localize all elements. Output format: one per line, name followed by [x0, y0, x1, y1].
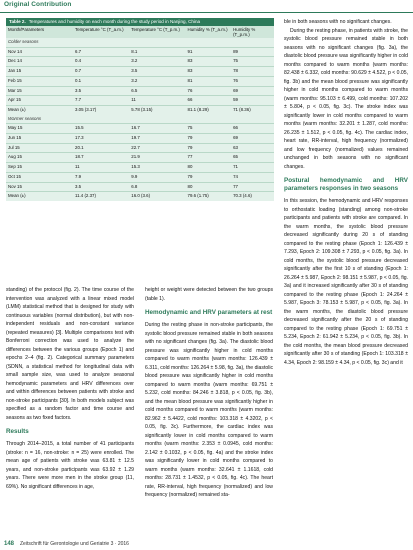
continuation-paragraph: ble in both seasons with no significant changes.: [284, 19, 392, 25]
table-cell: 15.5: [73, 124, 129, 134]
table-cell: 71 (8.36): [231, 105, 274, 114]
column-header: Temperature °C (T_a.m.): [73, 26, 129, 38]
table-cell: 83: [186, 67, 232, 77]
table-cell: 71: [231, 163, 274, 173]
table-cell: 11: [129, 96, 185, 106]
table-cell: 3.2: [129, 76, 185, 86]
table-cell: 74: [231, 172, 274, 182]
table-cell: 21.9: [129, 153, 185, 163]
table-cell: 81: [186, 76, 232, 86]
hemodynamic-heading: Hemodynamic and HRV parameters at rest: [145, 309, 273, 316]
left-column: [6, 286, 134, 491]
table-cell: 78: [231, 67, 274, 77]
page-number: 148: [4, 541, 15, 547]
table-row: [6, 182, 274, 192]
table-cell: 75: [186, 124, 232, 134]
table-cell: 80: [186, 182, 232, 192]
column-header: Humidity % (T_p.m.): [231, 26, 274, 38]
table-cell: 3.5: [73, 182, 129, 192]
row-label: May 15: [6, 124, 73, 134]
table-cell: 59: [231, 96, 274, 106]
table-cell: 22.7: [129, 143, 185, 153]
table-cell: 69: [231, 86, 274, 96]
table-cell: 63: [231, 143, 274, 153]
table-cell: 91: [186, 47, 232, 57]
table-cell: 77: [186, 153, 232, 163]
table-cell: 16.7: [129, 124, 185, 134]
methods-paragraph: standing) of the protocol (fig. 2). The time course of the intervention was analyzed with a linear mixed model (LMM) statistical method that is designed for study with continuous variables (normal distribution), but with non-independent residuals and non-constant variance (repeated measures) [3]. Multiple comparisons test with Bonferroni correction was used to analyze the differences between the various groups (Epoch 1) and epochs 2–4 (fig. 2). Categorical summary parameters (SDNN, a statistical method for longitudinal data with small sample size, was used to analyze seasonal hemodynamic parameters and HRV differences over and within differences between patients with stroke and non-stroke participants [30]. In both models subject was specified as a random factor and time course and seasons as two fixed factors.: [6, 287, 134, 421]
continuation-paragraph: height or weight were detected between the two groups (table 1).: [145, 287, 273, 302]
table-cell: 7.9: [73, 172, 129, 182]
table-group-row: [6, 115, 274, 124]
row-label: Jun 15: [6, 134, 73, 144]
row-label: Jan 15: [6, 67, 73, 77]
table-cell: 7.7: [73, 96, 129, 106]
row-label: Feb 15: [6, 76, 73, 86]
table-cell: 66: [231, 124, 274, 134]
table-row: [6, 47, 274, 57]
table-cell: 76: [231, 76, 274, 86]
resting-paragraph: During the resting phase in non-stroke participants, the systolic blood pressure remained stable in both seasons with no significant changes (fig. 3a). The diastolic blood pressure was significantly higher in cold months compared to warm months (warm months: 126.439 ± 6.311, cold months: 126.264 ± 5.98, fig. 3a), the diastolic blood pressure was significantly higher in cold months compared to warm months (warm months: 69.751 ± 5.232, cold months: 84.246 ± 3.818, p < 0.05, fig. 3b), and the mean blood pressure was significantly higher in cold months compared to warm months (warm months: 82.962 ± 5.4422, cold months: 103.318 ± 4.3202, p < 0.05, fig. 3c). Furthermore, the cardiac index was significantly lower in cold months compared to warm months (warm months: 2.353 ± 0.0945, cold months: 2.142 ± 0.1032, p < 0.05, fig. 4a) and the stroke index was significantly lower in cold months compared to warm months (warm months: 32.641 ± 1.1618, cold months: 28.731 ± 1.4532, p < 0.05, fig. 4c). The heart rate, RR-interval, high frequency (normalized) and low frequency (normalized) remained sta-: [145, 322, 273, 498]
middle-column: [145, 286, 273, 500]
table-cell: 79: [186, 143, 232, 153]
row-label: Mar 15: [6, 86, 73, 96]
table-body: [6, 38, 274, 201]
table-caption: [6, 18, 274, 26]
table-cell: 6.7: [73, 47, 129, 57]
table-row: [6, 172, 274, 182]
group-label: Warmer seasons: [8, 115, 42, 121]
table-cell: 11: [73, 163, 129, 173]
results-paragraph: Through 2014–2015, a total number of 41 participants (stroke: n = 16, non-stroke: n = 25) were enrolled. The mean age of patients with stroke was 63.81 ± 12.5 years, and non-stroke participants was 63.92 ± 1.29 years. There were more men in the stroke group (11, 69%). No significant differences in age,: [6, 441, 134, 490]
table-label: Table 2.: [9, 19, 26, 24]
results-heading: Results: [6, 428, 29, 435]
table-cell: 3.5: [73, 86, 129, 96]
table-row: [6, 134, 274, 144]
postural-paragraph: In this session, the hemodynamic and HRV responses to orthostatic loading (standing) among non-stroke participants and patients with stroke are compared. In the warm months, the systolic blood pressure decreased significantly during 20 s of standing compared to the resting phase (Epoch 1: 126.439 ± 7.293, Epoch 2: 109.308 ± 7.293, p < 0.05, fig. 3a). In cold months, the systolic blood pressure decreased significantly after the first 10 s of standing (Epoch 1: 26.264 ± 5.987, Epoch 2: 98.151 ± 5.987, p < 0.05, fig. 3a) and it increased significantly after 30 s of standing compared to the resting phase (Epoch 1: 24.264 ± 5.987, Epoch 3: 78.153 ± 5.987, p < 0.05, fig. 3a). In the warm months, the diastolic blood pressure decreased significantly after the 20 s of standing compared to the resting phase (Epoch 1: 69.751 ± 5.234, Epoch 2: 61.942 ± 5.234, p < 0.05, fig. 3b). In the cold months, the mean blood pressure decreased significantly after 30 s of standing (Epoch 1: 103.318 ± 4.34, Epoch 2: 98.159 ± 4.34, p < 0.05, fig. 3c) and it: [284, 198, 408, 366]
header-bar: [0, 0, 413, 13]
table-row: [6, 153, 274, 163]
table-header-row: [6, 26, 274, 38]
table-row: [6, 96, 274, 106]
page-footer: [0, 538, 413, 550]
table-cell: 6.5: [129, 86, 185, 96]
right-column: [284, 18, 408, 367]
table-cell: 3.5: [129, 67, 185, 77]
table-cell: 75: [231, 57, 274, 67]
row-label: Dec 14: [6, 57, 73, 67]
table-cell: 79.6 (1.75): [186, 192, 232, 201]
table-cell: 6.8: [129, 182, 185, 192]
table-caption-text: Temperatures and humidity on each month during the study period in Nanjing, China: [28, 19, 201, 24]
table-cell: 19.7: [129, 134, 185, 144]
table-cell: 0.4: [73, 57, 129, 67]
table-cell: 11.4 (2.37): [73, 192, 129, 201]
table-cell: 69: [231, 134, 274, 144]
table-cell: 18.7: [73, 153, 129, 163]
table-2: [6, 18, 274, 201]
row-label: Sep 15: [6, 163, 73, 173]
table-cell: 9.9: [129, 172, 185, 182]
row-label: Mean (±): [6, 192, 73, 201]
table-cell: 76: [186, 86, 232, 96]
table-row: [6, 163, 274, 173]
row-label: Apr 15: [6, 96, 73, 106]
row-label: Jul 15: [6, 143, 73, 153]
section-label: Original Contribution: [4, 1, 72, 8]
table-cell: 15.3: [129, 163, 185, 173]
table-cell: 80: [186, 163, 232, 173]
journal-name: Zeitschrift für Gerontologie und Geriatrie 3 · 2016: [20, 541, 129, 547]
table-cell: 77: [231, 182, 274, 192]
column-header: Temperature °C (T_p.m.): [129, 26, 185, 38]
row-label: Oct 15: [6, 172, 73, 182]
table-row: [6, 67, 274, 77]
postural-heading: Postural hemodynamic and HRV parameters responses in two seasons: [284, 177, 408, 192]
group-label: Colder seasons: [8, 39, 39, 44]
data-table: [6, 26, 274, 201]
table-row: [6, 86, 274, 96]
table-cell: 20.1: [73, 143, 129, 153]
table-cell: 3.05 (3.17): [73, 105, 129, 114]
table-cell: 17.3: [73, 134, 129, 144]
row-label: Mean (±): [6, 105, 73, 114]
row-label: Aug 15: [6, 153, 73, 163]
stroke-resting-paragraph: During the resting phase, in patients with stroke, the systolic blood pressure remained stable in both seasons with no significant changes (fig. 3a), the diastolic blood pressure was significantly higher in cold months compared to warm months (warm months: 82.438 ± 6.332, cold months: 90.629 ± 4.522, p < 0.05, fig. 3b) and the mean blood pressure was significantly higher in cold months compared to warm months (warm months: 95.103 ± 6.499, cold months: 107.202 ± 5.804, p < 0.05, fig. 3c). The stroke index was significantly lower in cold months compared to warm months (warm months: 32.201 ± 1.287, cold months: 26.235 ± 1.512, p < 0.05, fig. 4c). The cardiac index, heart rate, RR-interval, high frequency (normalized) and low frequency (normalized) values remained unchanged in both seasons with no significant changes.: [284, 27, 408, 170]
table-cell: 8.1: [129, 47, 185, 57]
row-label: Nov 14: [6, 47, 73, 57]
table-cell: 70.3 (4.6): [231, 192, 274, 201]
row-label: Nov 15: [6, 182, 73, 192]
table-row: [6, 192, 274, 201]
column-header: Month/Parameters: [6, 26, 73, 38]
table-row: [6, 124, 274, 134]
table-group-row: [6, 38, 274, 47]
table-cell: 5.78 (3.15): [129, 105, 185, 114]
table-row: [6, 76, 274, 86]
table-cell: 81.1 (8.29): [186, 105, 232, 114]
table-cell: 16.0 (3.6): [129, 192, 185, 201]
table-cell: 89: [231, 47, 274, 57]
table-cell: 79: [186, 172, 232, 182]
table-cell: 66: [186, 96, 232, 106]
table-cell: 79: [186, 134, 232, 144]
table-cell: 65: [231, 153, 274, 163]
table-row: [6, 105, 274, 114]
table-cell: 0.7: [73, 67, 129, 77]
table-cell: 83: [186, 57, 232, 67]
table-row: [6, 143, 274, 153]
column-header: Humidity % (T_a.m.): [186, 26, 232, 38]
table-cell: 3.2: [129, 57, 185, 67]
table-row: [6, 57, 274, 67]
table-cell: 0.1: [73, 76, 129, 86]
